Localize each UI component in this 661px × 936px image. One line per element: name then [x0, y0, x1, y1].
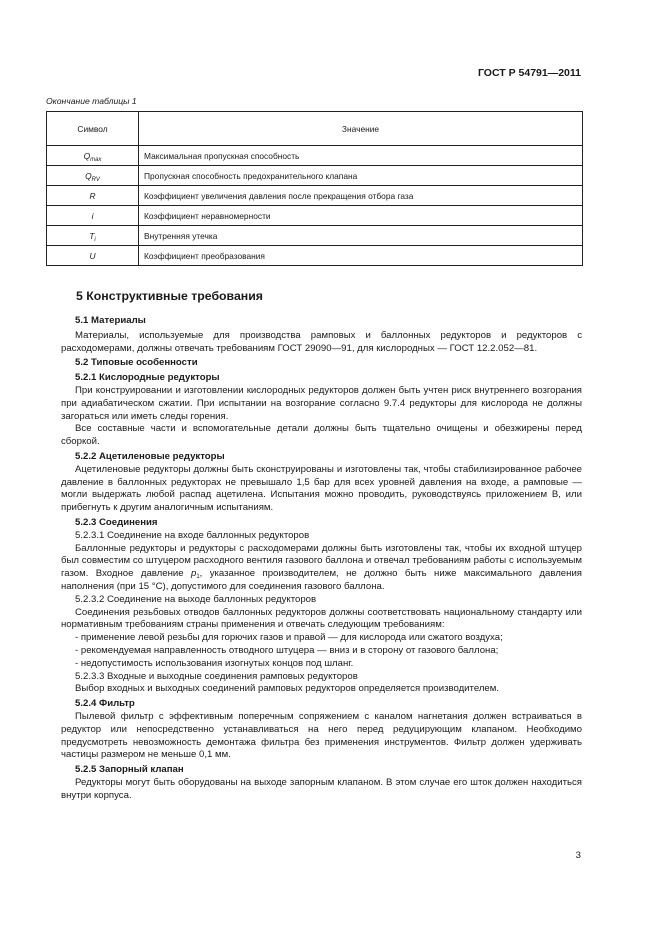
subsection-heading: 5.2.3 Соединения — [75, 516, 158, 528]
symbol-text: T — [89, 230, 95, 241]
table-header-row — [47, 112, 583, 146]
symbol-text: i — [91, 210, 94, 221]
subsection-heading: 5.2.5 Запорный клапан — [75, 764, 184, 776]
symbol-text: Q — [85, 170, 92, 181]
clause-heading: 5.2.3.3 Входные и выходные соединения рамповых редукторов — [75, 670, 358, 682]
pressure-subscript: 1 — [196, 574, 200, 581]
subsection-heading: 5.2.4 Фильтр — [75, 698, 135, 710]
value-cell: Внутренняя утечка — [139, 226, 583, 246]
paragraph: Выбор входных и выходных соединений рамповых редукторов определяется производителем. — [75, 683, 500, 695]
value-cell: Пропускная способность предохранительного клапана — [139, 166, 583, 186]
paragraph: Все составные части и вспомогательные детали должны быть тщательно очищены и обезжирены перед сборкой. — [61, 423, 582, 448]
value-cell: Коэффициент неравномерности — [139, 206, 583, 226]
symbol-subscript: max — [90, 156, 102, 163]
symbols-table — [46, 111, 583, 266]
paragraph-text: Баллонные редукторы и редукторы с расходомерами должны быть изготовлены так, чтобы их входной штуцер был совместим со штуцером расходного вентиля газового баллона и отвечал требованиям работы с используемым газом. Входное давление — [61, 542, 582, 580]
symbol-text: U — [89, 250, 96, 261]
paragraph: Материалы, используемые для производства рамповых и баллонных редукторов и редукторов с расходомерами, должны отвечать требованиям ГОСТ 29090—91, для кислородных — ГОСТ 12.2.052—81. — [61, 329, 582, 354]
symbol-text: Q — [83, 150, 91, 161]
symbol-cell — [47, 146, 139, 166]
value-cell: Максимальная пропускная способность — [139, 146, 583, 166]
paragraph: Пылевой фильтр с эффективным поперечным сопряжением с каналом нагнетания должен встраиваться в редуктор или непосредственно устанавливаться на него перед редуцирующим клапаном. Необходимо предусмотреть невозможность демонтажа фильтра без применения инструментов. Фильтр должен удерживать частицы размером не меньше 0,1 мм. — [61, 710, 582, 761]
document-number: ГОСТ Р 54791—2011 — [477, 67, 581, 79]
subsection-heading: 5.2.2 Ацетиленовые редукторы — [75, 450, 225, 462]
column-header-value: Значение — [139, 112, 583, 146]
symbol-cell — [47, 166, 139, 186]
paragraph: Редукторы могут быть оборудованы на выходе запорным клапаном. В этом случае его шток должен находиться внутри корпуса. — [61, 776, 582, 801]
paragraph: При конструировании и изготовлении кислородных редукторов должен быть учтен риск внутреннего возгорания при адиабатическом сжатии. При испытании на возгорание согласно 9.7.4 редукторы для кислорода не должны загораться или иметь следы горения. — [61, 384, 582, 422]
clause-heading: 5.2.3.2 Соединение на выходе баллонных редукторов — [75, 593, 317, 605]
symbol-cell — [47, 186, 139, 206]
table-row — [47, 146, 583, 166]
value-cell: Коэффициент увеличения давления после прекращения отбора газа — [139, 186, 583, 206]
paragraph: Ацетиленовые редукторы должны быть сконструированы и изготовлены так, чтобы стабилизированное рабочее давление в баллонных редукторах не превышало 1,5 бар для всех уровней давления на входе, а рамповые — могли выдержать любой распад ацетилена. Испытания можно проводить, руководствуясь приложением В, или прибегнуть к другим аналогичным испытаниям. — [61, 463, 582, 514]
section-title: 5 Конструктивные требования — [76, 289, 263, 303]
subsection-heading: 5.1 Материалы — [75, 315, 146, 326]
list-item: - применение левой резьбы для горючих газов и правой — для кислорода или сжатого воздуха; — [75, 632, 503, 644]
paragraph: Соединения резьбовых отводов баллонных редукторов должны соответствовать национальному стандарту или нормативным требованиям страны применения и отвечать следующим требованиям: — [61, 606, 582, 631]
subsection-heading: 5.2 Типовые особенности — [75, 357, 198, 369]
value-cell: Коэффициент преобразования — [139, 246, 583, 266]
subsection-heading: 5.2.1 Кислородные редукторы — [75, 372, 220, 384]
paragraph — [61, 543, 582, 594]
table-row — [47, 186, 583, 206]
column-header-symbol: Символ — [47, 112, 139, 146]
table-row — [47, 166, 583, 186]
list-item: - недопустимость использования изогнутых концов под шланг. — [75, 657, 354, 669]
symbol-cell — [47, 226, 139, 246]
paragraph-text: , указанное производителем, не должно быть ниже максимального давления наполнения (при 15 °С), допустимого для соединения газового баллона. — [61, 568, 582, 592]
symbol-cell — [47, 206, 139, 226]
clause-heading: 5.2.3.1 Соединение на входе баллонных редукторов — [75, 529, 310, 541]
symbol-cell — [47, 246, 139, 266]
table-row — [47, 206, 583, 226]
list-item: - рекомендуемая направленность отводного штуцера — вниз и в сторону от газового баллона; — [75, 644, 499, 656]
symbol-subscript: i — [94, 236, 96, 243]
page-number: 3 — [575, 850, 581, 861]
table-row — [47, 246, 583, 266]
table-row — [47, 226, 583, 246]
symbol-text: R — [89, 190, 96, 201]
section-body — [61, 313, 582, 802]
table-caption: Окончание таблицы 1 — [46, 96, 137, 106]
symbol-subscript: RV — [91, 176, 100, 183]
pressure-symbol: p — [190, 568, 197, 580]
